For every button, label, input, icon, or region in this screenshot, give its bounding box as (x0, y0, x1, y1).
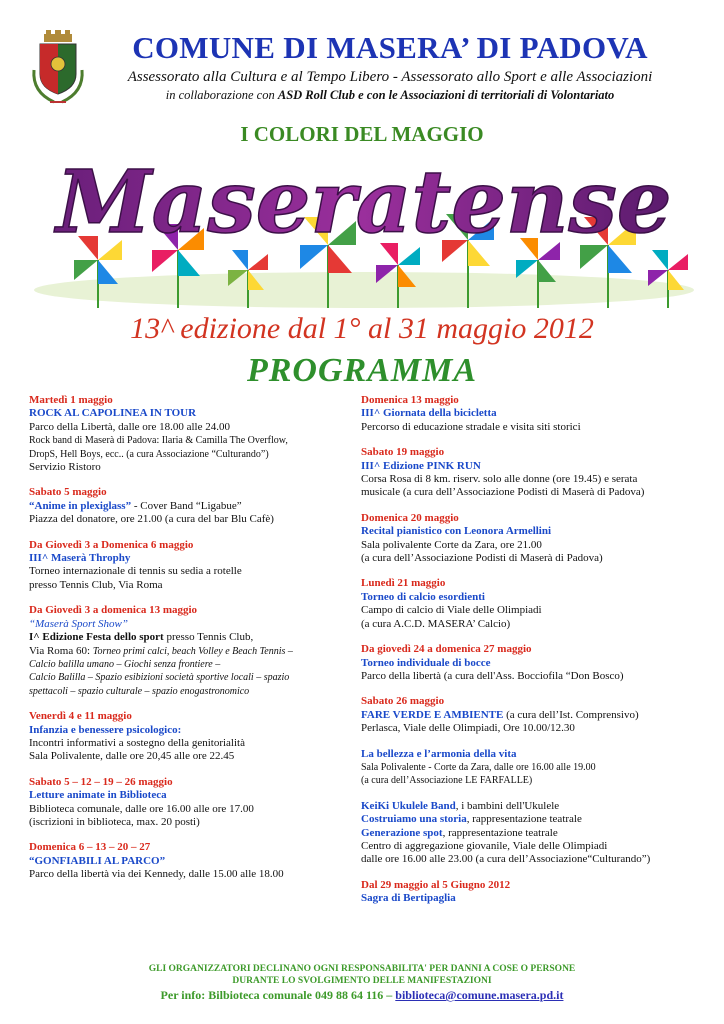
event-detail: Servizio Ristoro (29, 461, 101, 474)
event-detail-italic: Torneo primi calci, beach Volley e Beach Tennis – (92, 645, 293, 657)
event-title: ROCK AL CAPOLINEA IN TOUR (29, 407, 197, 420)
event-item (361, 577, 701, 631)
event-title: KeiKi Ukulele Band (361, 799, 456, 812)
event-title-tail: , rappresentazione teatrale (466, 813, 582, 826)
event-detail: presso Tennis Club, Via Roma (29, 578, 163, 591)
event-detail: (a cura dell’Associazione LE FARFALLE) (361, 775, 533, 787)
event-subtitle: I COLORI DEL MAGGIO (240, 122, 484, 146)
event-title: Recital pianistico con Leonora Armellini (361, 525, 552, 538)
event-detail: Campo di calcio di Viale delle Olimpiadi (361, 604, 542, 617)
event-detail: DropS, Hell Boys, ecc.. (a cura Associazione “Culturando”) (29, 448, 269, 460)
event-item (29, 394, 349, 474)
event-date: Sabato 5 – 12 – 19 – 26 maggio (29, 775, 173, 788)
event-detail: dalle ore 16.00 alle 23.00 (a cura dell’Associazione“Culturando”) (361, 853, 651, 866)
event-date: Domenica 13 maggio (361, 394, 459, 406)
event-title: Torneo di calcio esordienti (361, 590, 485, 603)
event-date: Lunedì 21 maggio (361, 577, 446, 590)
event-title: Infanzia e benessere psicologico: (29, 723, 182, 736)
event-detail: (a cura A.C.D. MASERA’ Calcio) (361, 617, 511, 630)
program-right-column (361, 394, 701, 918)
event-date: Da giovedì 24 a domenica 27 maggio (361, 643, 532, 656)
event-date: Dal 29 maggio al 5 Giugno 2012 (361, 878, 511, 891)
event-item (29, 710, 349, 764)
event-detail-bold: I^ Edizione Festa dello sport (29, 631, 164, 644)
event-detail-head: Via Roma 60: (29, 644, 93, 657)
event-item (29, 776, 349, 830)
footer-info (0, 988, 724, 1003)
event-detail: Perlasca, Viale delle Olimpiadi, Ore 10.00/12.30 (361, 722, 575, 735)
event-item (361, 512, 701, 566)
event-detail: Parco della libertà via dei Kennedy, dalle 15.00 alle 18.00 (29, 868, 284, 881)
event-date: Domenica 6 – 13 – 20 – 27 (29, 841, 151, 854)
event-detail: Centro di aggregazione giovanile, Viale delle Olimpiadi (361, 839, 608, 852)
event-title-line (361, 709, 701, 722)
event-title: Sagra di Bertipaglia (361, 892, 456, 905)
event-title: Costruiamo una storia (361, 813, 467, 826)
event-title: FARE VERDE E AMBIENTE (361, 708, 504, 721)
event-detail: Parco della Libertà, dalle ore 18.00 alle 24.00 (29, 420, 230, 433)
event-date: Venerdì 4 e 11 maggio (29, 710, 132, 723)
maseratense-banner (28, 150, 700, 310)
disclaimer-line: DURANTE LO SVOLGIMENTO DELLE MANIFESTAZIONI (232, 976, 492, 986)
event-item (29, 486, 349, 526)
event-detail-tail: presso Tennis Club, (163, 631, 254, 644)
municipal-crest-icon (26, 30, 90, 108)
event-date: Da Giovedì 3 a Domenica 6 maggio (29, 538, 194, 551)
event-item (361, 800, 701, 867)
event-detail: musicale (a cura dell’Associazione Podisti di Maserà di Padova) (361, 486, 645, 499)
event-item (361, 643, 701, 683)
info-text: Per info: Bilbioteca comunale 049 88 64 116 – (160, 988, 396, 1002)
event-detail: Parco della libertà (a cura dell'Ass. Bocciofila “Don Bosco) (361, 669, 624, 682)
subtitle-collaborazione: in collaborazione con ASD Roll Club e con le Associazioni di territoriali di Volontariato (165, 88, 615, 102)
edition-title: 13^ edizione dal 1° al 31 maggio 2012 (130, 312, 594, 345)
event-title: “GONFIABILI AL PARCO” (29, 854, 166, 867)
programma-heading: PROGRAMMA (246, 352, 478, 389)
event-title-line (361, 800, 701, 813)
event-detail: Calcio balilla umano – Giochi senza frontiere – (29, 658, 221, 670)
event-title: Torneo individuale di bocce (361, 656, 491, 669)
page-title: COMUNE DI MASERA’ DI PADOVA (132, 30, 648, 65)
event-date: Sabato 5 maggio (29, 486, 107, 499)
event-date: Martedì 1 maggio (29, 394, 113, 406)
event-detail: Rock band di Maserà di Padova: Ilaria & Camilla The Overflow, (29, 435, 288, 447)
event-date: Sabato 26 maggio (361, 695, 445, 708)
event-title: La bellezza e l’armonia della vita (361, 747, 517, 760)
event-title-line (361, 813, 701, 826)
event-item (29, 604, 349, 698)
event-detail (29, 645, 349, 658)
event-title-tail: , i bambini dell'Ukulele (455, 799, 560, 812)
event-date: Da Giovedì 3 a domenica 13 maggio (29, 604, 198, 617)
event-detail: Corsa Rosa di 8 km. riserv. solo alle donne (ore 19.45) e serata (361, 473, 638, 486)
event-title-tail: , rappresentazione teatrale (442, 826, 558, 839)
event-item (361, 879, 701, 906)
event-title-tail: - Cover Band “Ligabue” (131, 499, 242, 512)
event-detail: (a cura dell’Associazione Podisti di Maserà di Padova) (361, 552, 603, 565)
event-title: “Maserà Sport Show” (29, 617, 129, 630)
program-left-column (29, 394, 349, 894)
event-item (361, 446, 701, 500)
event-title: III^ Edizione PINK RUN (361, 459, 481, 472)
event-detail: spettacoli – spazio culturale – spazio enogastronomico (29, 685, 250, 697)
event-item (361, 748, 701, 788)
footer-disclaimer (0, 963, 724, 987)
event-detail: Piazza del donatore, ore 21.00 (a cura del bar Blu Cafè) (29, 513, 274, 526)
event-detail: Sala polivalente Corte da Zara, ore 21.00 (361, 538, 542, 551)
event-title: III^ Giornata della bicicletta (361, 407, 497, 420)
event-detail: Biblioteca comunale, dalle ore 16.00 alle ore 17.00 (29, 802, 254, 815)
event-detail: Sala Polivalente, dalle ore 20,45 alle ore 22.45 (29, 750, 235, 763)
event-detail (29, 631, 349, 644)
event-item (361, 695, 701, 735)
disclaimer-line: GLI ORGANIZZATORI DECLINANO OGNI RESPONSABILITA' PER DANNI A COSE O PERSONE (148, 964, 576, 974)
event-detail: Torneo internazionale di tennis su sedia a rotelle (29, 565, 242, 578)
event-date: Domenica 20 maggio (361, 511, 459, 524)
event-date: Sabato 19 maggio (361, 446, 445, 459)
event-title: III^ Maserà Throphy (29, 552, 131, 565)
event-title-line (29, 500, 349, 513)
event-title-line (361, 827, 701, 840)
event-item (29, 841, 349, 881)
event-detail: Percorso di educazione stradale e visita siti storici (361, 420, 581, 433)
event-detail: Calcio Balilla – Spazio esibizioni società sportive locali – spazio (29, 672, 290, 684)
event-item (29, 539, 349, 593)
event-item (361, 394, 701, 434)
event-title: Letture animate in Biblioteca (29, 789, 167, 802)
event-detail: Sala Polivalente - Corte da Zara, dalle ore 16.00 alle 19.00 (361, 761, 596, 773)
event-detail: (iscrizioni in biblioteca, max. 20 posti) (29, 815, 200, 828)
event-detail: Incontri informativi a sostegno della genitorialità (29, 736, 245, 749)
event-title: Generazione spot (361, 826, 443, 839)
event-title: “Anime in plexiglass” (29, 499, 132, 512)
email-link[interactable]: biblioteca@comune.masera.pd.it (395, 988, 564, 1002)
event-title-tail: (a cura dell’Ist. Comprensivo) (503, 708, 639, 721)
banner-title: Maseratense (56, 152, 672, 253)
subtitle-assessorato: Assessorato alla Cultura e al Tempo Libero - Assessorato allo Sport e alle Associazioni (127, 69, 653, 85)
